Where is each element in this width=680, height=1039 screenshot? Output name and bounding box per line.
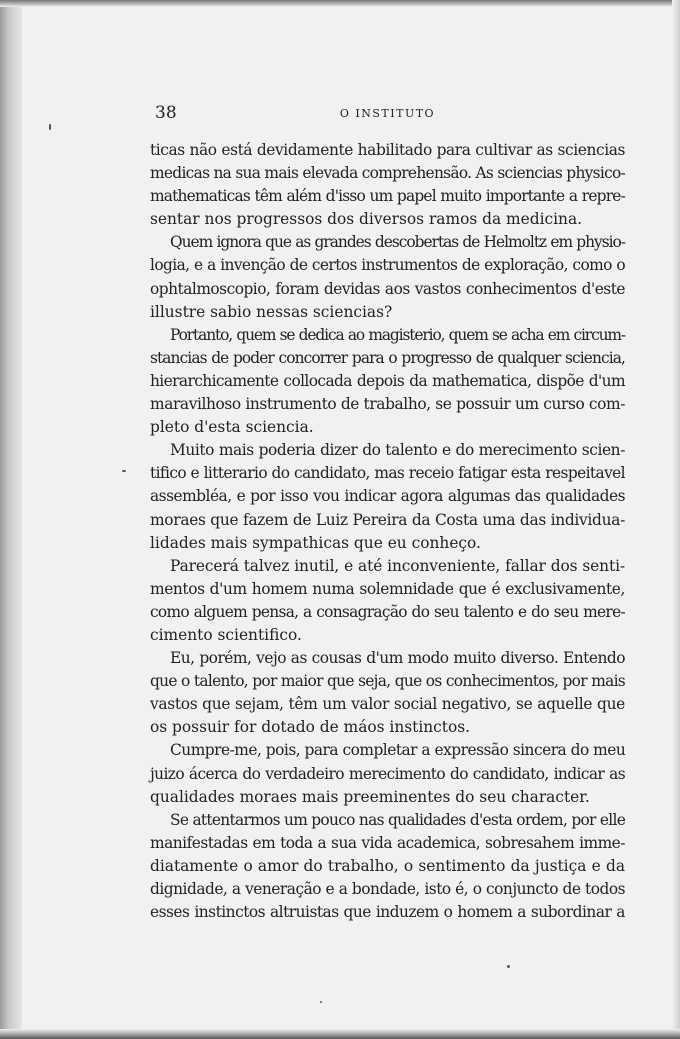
paper-speck: [122, 470, 126, 472]
text-line: medicas na sua mais elevada comprehensão. As sciencias physico-: [150, 164, 626, 183]
text-line: Parecerá talvez inutil, e até inconveniente, fallar dos senti-: [170, 556, 625, 575]
text-line: illustre sabio nessas sciencias?: [150, 302, 393, 321]
text-line: moraes que fazem de Luiz Pereira da Costa uma das individua-: [150, 510, 625, 529]
text-line: assembléa, e por isso vou indicar agora algumas das qualidades: [150, 487, 625, 506]
page-right-edge: [672, 0, 680, 1039]
text-line: Cumpre-me, pois, para completar a expressão sincera do meu: [170, 741, 626, 760]
text-line: Portanto, quem se dedica ao magisterio, quem se acha em circum-: [170, 325, 625, 344]
text-line: como alguem pensa, a consagração do seu talento e do seu mere-: [150, 602, 625, 621]
paper-speck: [320, 1001, 322, 1003]
text-line: hierarchicamente collocada depois da mathematica, dispõe d'um: [150, 371, 625, 390]
text-line: juizo ácerca do verdadeiro merecimento do candidato, indicar as: [150, 764, 625, 783]
text-line: vastos que sejam, têm um valor social negativo, se aquelle que: [150, 695, 625, 714]
text-line: mathematicas têm além d'isso um papel muito importante a repre-: [150, 187, 625, 206]
body-text: [150, 139, 625, 924]
text-line: os possuir for dotado de máos instinctos.: [150, 718, 471, 737]
text-line: esses instinctos altruistas que induzem o homem a subordinar a: [150, 903, 625, 922]
text-line: qualidades moraes mais preeminentes do seu character.: [150, 787, 590, 806]
text-line: lidades mais sympathicas que eu conheço.: [150, 533, 481, 552]
text-line: cimento scientifico.: [150, 625, 302, 644]
text-line: Quem ignora que as grandes descobertas de Helmoltz em physio-: [170, 233, 625, 252]
text-line: Muito mais poderia dizer do talento e do merecimento scien-: [170, 441, 625, 460]
text-line: Se attentarmos um pouco nas qualidades d'esta ordem, por elle: [170, 810, 626, 829]
text-line: ophtalmoscopio, foram devidas aos vastos conhecimentos d'este: [150, 279, 625, 298]
page-spine-shadow: [0, 0, 22, 1039]
text-line: manifestadas em toda a sua vida academica, sobresahem imme-: [150, 833, 625, 852]
running-title: O INSTITUTO: [339, 107, 436, 120]
page-top-edge: [0, 0, 680, 7]
paper-speck: [49, 124, 51, 130]
text-line: tifico e litterario do candidato, mas receio fatigar esta respeitavel: [150, 464, 625, 483]
text-line: stancias de poder concorrer para o progresso de qualquer sciencia,: [150, 348, 625, 367]
text-line: pleto d'esta sciencia.: [150, 418, 314, 437]
paper-speck: [507, 965, 510, 968]
page-bottom-edge: [0, 1029, 680, 1039]
page-number: 38: [155, 103, 177, 123]
text-line: que o talento, por maior que seja, que os conhecimentos, por mais: [150, 672, 625, 691]
text-line: sentar nos progressos dos diversos ramos da medicina.: [150, 210, 583, 229]
text-line: logia, e a invenção de certos instrumentos de exploração, como o: [150, 256, 625, 275]
text-line: ticas não está devidamente habilitado para cultivar as sciencias: [150, 141, 625, 159]
text-line: dignidade, a veneração e a bondade, isto é, o conjuncto de todos: [150, 880, 625, 898]
text-line: Eu, porém, vejo as cousas d'um modo muito diverso. Entendo: [170, 649, 625, 668]
text-line: maravilhoso instrumento de trabalho, se possuir um curso com-: [150, 395, 625, 414]
page-header: [150, 100, 625, 126]
text-line: diatamente o amor do trabalho, o sentimento da justiça e da: [150, 856, 625, 875]
text-line: mentos d'um homem numa solemnidade que é exclusivamente,: [150, 579, 625, 598]
